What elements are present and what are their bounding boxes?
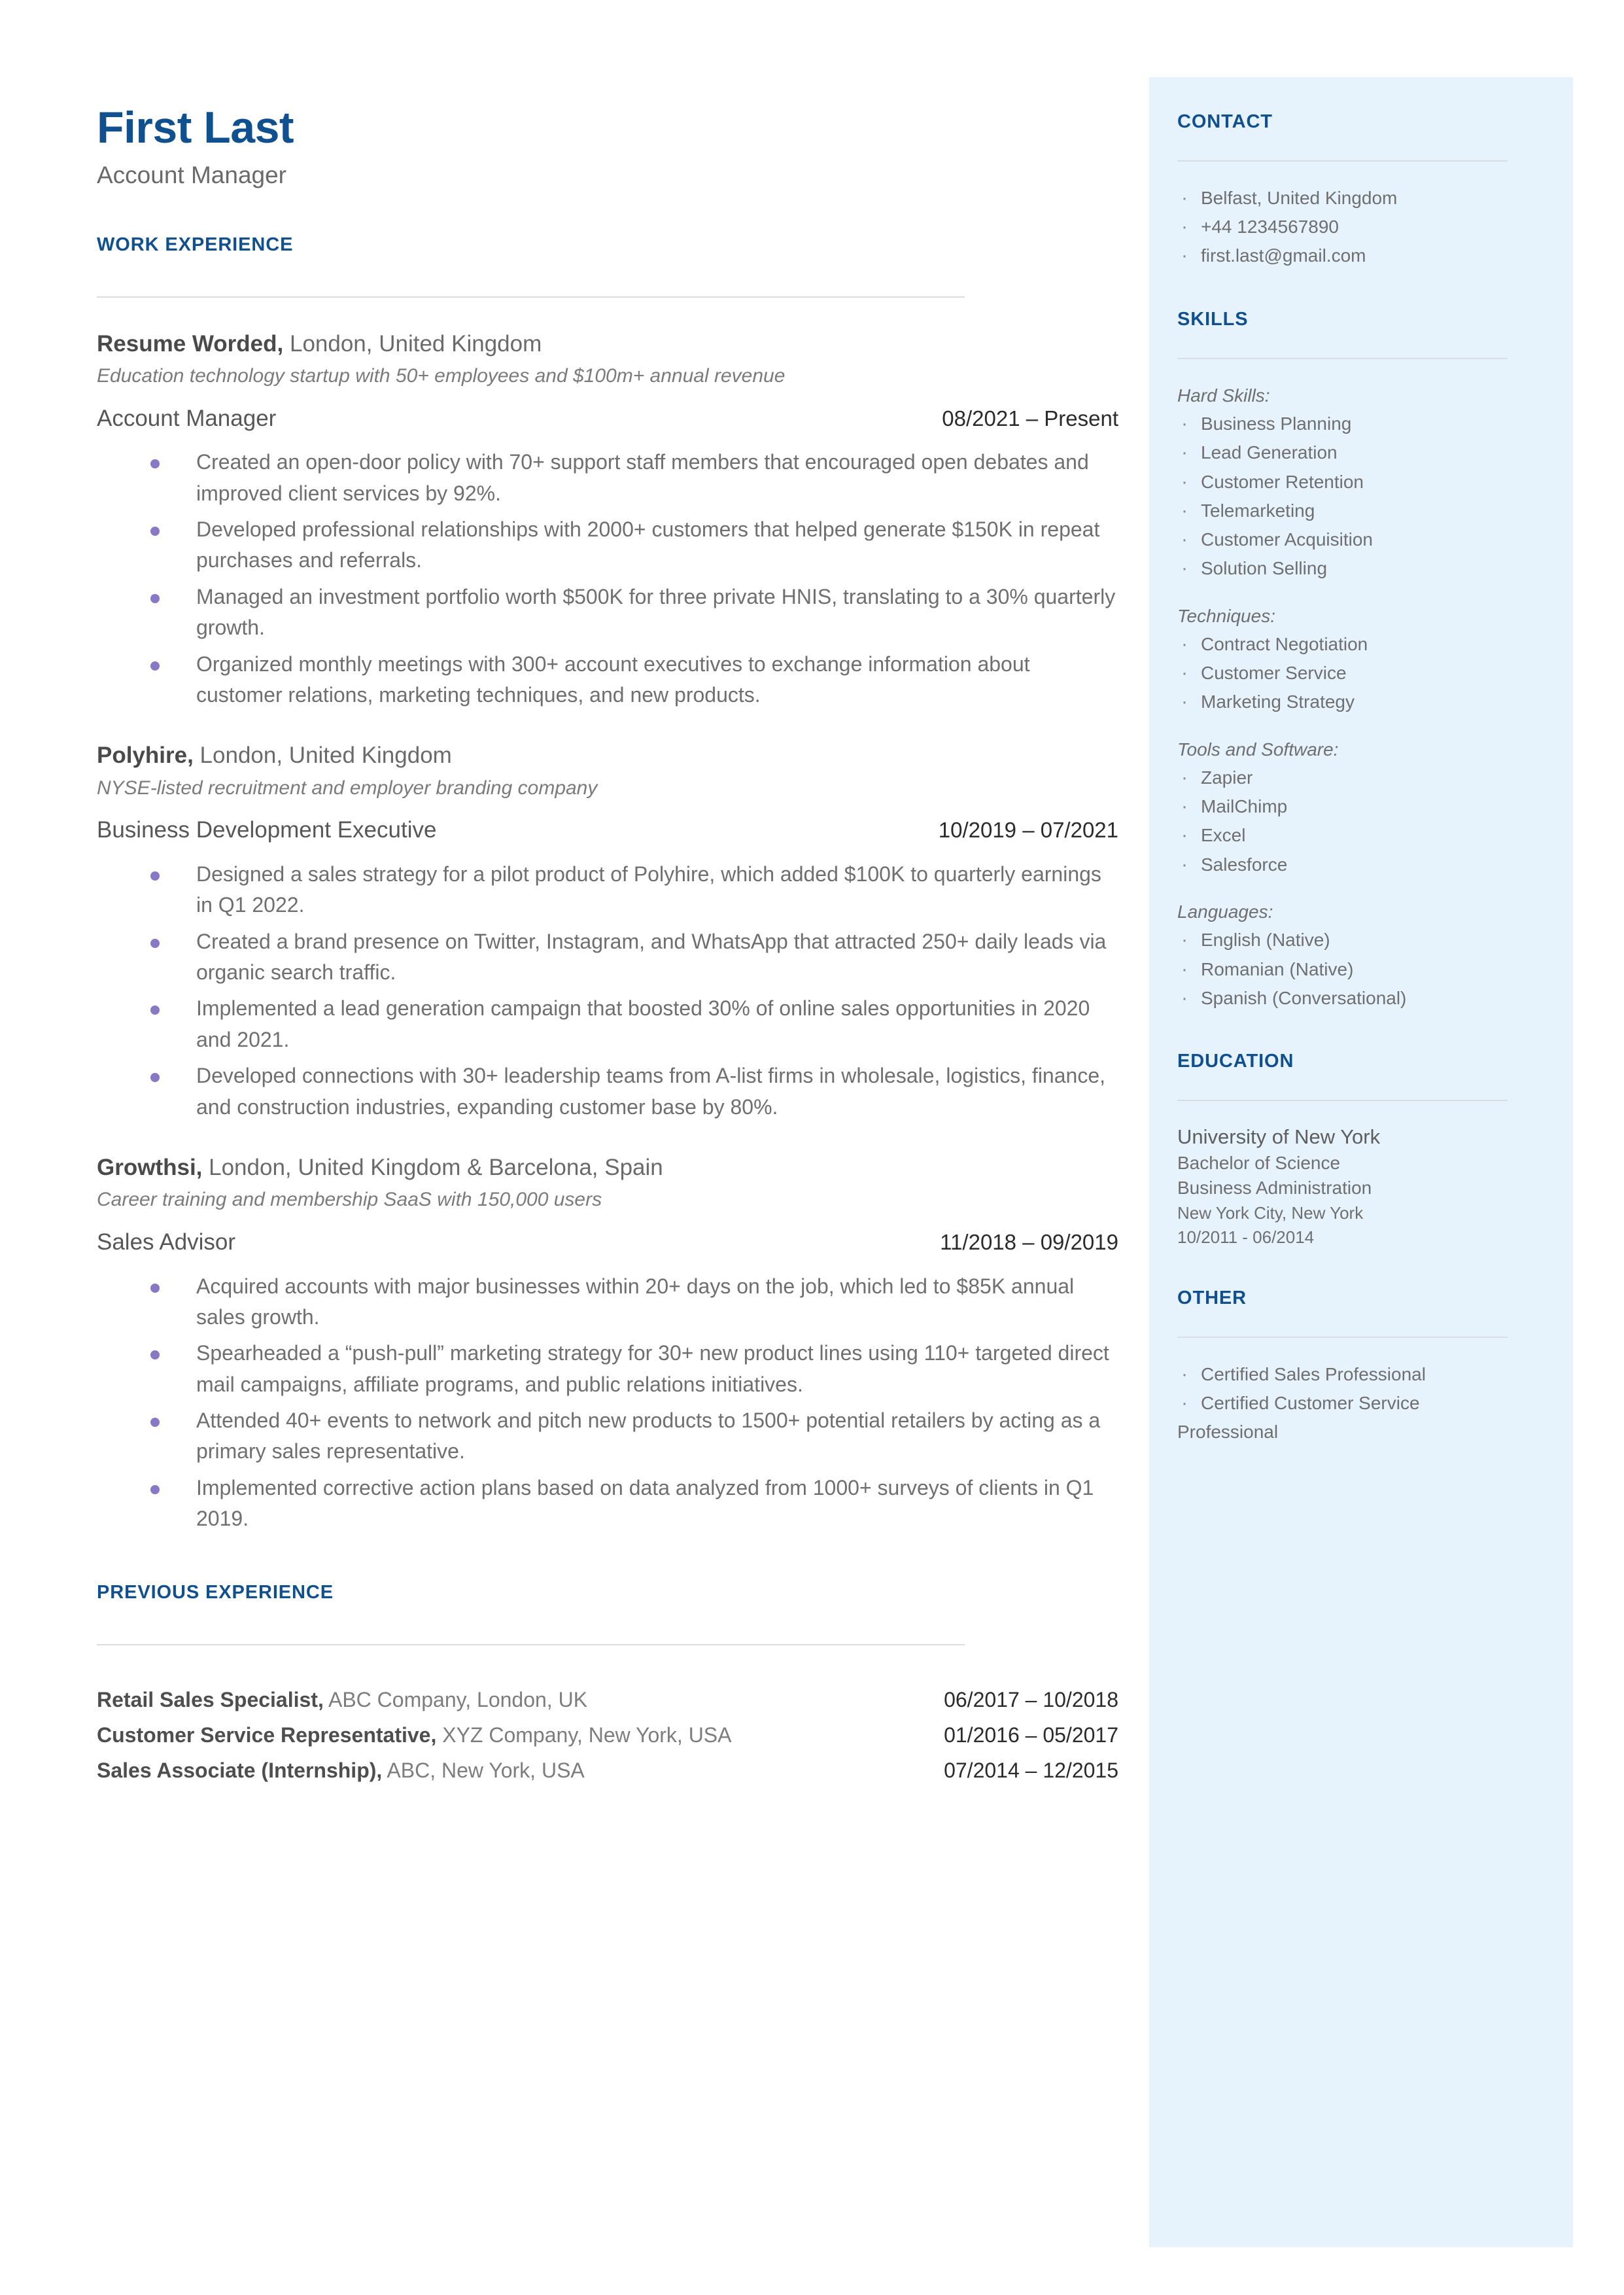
education-school: University of New York [1177, 1125, 1381, 1149]
skill-group [1177, 735, 1550, 879]
previous-experience-title: Customer Service Representative, [97, 1723, 437, 1747]
education-field: Business Administration [1177, 1178, 1372, 1199]
job-bullet: Developed professional relationships with 2000+ customers that helped generate $150K in repeat purchases and referrals. [97, 514, 1120, 576]
company-line [97, 741, 1120, 771]
skill-group [1177, 898, 1550, 1013]
contact-item[interactable]: · first.last@gmail.com [1177, 241, 1550, 270]
contact-block [1177, 184, 1550, 271]
job-bullet: Acquired accounts with major businesses within 20+ days on the job, which led to $85K annual sales growth. [97, 1271, 1120, 1333]
section-heading-contact: CONTACT [1177, 111, 1273, 132]
skill-item: · Customer Retention [1177, 468, 1550, 497]
section-heading-work-experience: WORK EXPERIENCE [97, 234, 294, 255]
skill-list [1177, 630, 1550, 717]
skills-block [1177, 381, 1550, 1013]
other-item-line: Certified Sales Professional [1201, 1363, 1426, 1384]
company-location: London, United Kingdom [193, 743, 452, 769]
skill-item: · Business Planning [1177, 410, 1550, 438]
job-title: Sales Advisor [97, 1229, 236, 1255]
previous-experience-row [97, 1685, 1118, 1715]
previous-experience-row [97, 1755, 1118, 1785]
company-name: Polyhire, [97, 743, 194, 769]
job-bullet-list [97, 447, 1120, 710]
header-role: Account Manager [97, 162, 287, 189]
job-dates: 08/2021 – Present [942, 406, 1118, 430]
section-divider [1177, 358, 1508, 359]
skill-item: · MailChimp [1177, 792, 1550, 821]
work-experience-entry [97, 1153, 1120, 1535]
skill-item: · English (Native) [1177, 926, 1550, 955]
previous-experience-detail: ABC, New York, USA [382, 1759, 585, 1783]
contact-list [1177, 184, 1550, 271]
section-divider [97, 296, 965, 298]
section-divider [1177, 160, 1508, 162]
company-name: Resume Worded, [97, 330, 284, 357]
job-bullet: Managed an investment portfolio worth $500K for three private HNIS, translating to a 30% quarterly growth. [97, 582, 1120, 644]
education-degree: Bachelor of Science [1177, 1152, 1341, 1173]
page-title: First Last [97, 103, 294, 152]
company-description: NYSE-listed recruitment and employer branding company [97, 777, 598, 799]
job-bullet: Created a brand presence on Twitter, Instagram, and WhatsApp that attracted 250+ daily leads via organic search traffic. [97, 926, 1120, 989]
company-line [97, 329, 1120, 359]
previous-experience-text [97, 1720, 731, 1750]
previous-experience-detail: ABC Company, London, UK [323, 1687, 588, 1711]
education-dates: 10/2011 - 06/2014 [1177, 1227, 1315, 1248]
skill-item: · Romanian (Native) [1177, 955, 1550, 984]
previous-experience-text [97, 1685, 587, 1715]
company-description: Career training and membership SaaS with 150,000 users [97, 1189, 602, 1211]
work-experience-list [97, 329, 1120, 1535]
company-name: Growthsi, [97, 1154, 203, 1180]
contact-item[interactable]: · +44 1234567890 [1177, 213, 1550, 241]
job-bullet-list [97, 1271, 1120, 1535]
skill-group [1177, 381, 1550, 584]
education-block [1177, 1123, 1550, 1250]
skill-list [1177, 410, 1550, 583]
section-heading-other: OTHER [1177, 1287, 1247, 1308]
skill-group-label: Tools and Software: [1177, 739, 1339, 760]
section-heading-skills: SKILLS [1177, 308, 1249, 330]
skill-item: · Contract Negotiation [1177, 630, 1550, 659]
skill-item: · Spanish (Conversational) [1177, 984, 1550, 1013]
skill-item: · Telemarketing [1177, 497, 1550, 525]
sidebar-column [1177, 111, 1550, 1447]
company-location: London, United Kingdom & Barcelona, Spain [202, 1154, 663, 1180]
previous-experience-list [97, 1685, 1120, 1786]
job-title-row [97, 1228, 1118, 1257]
company-description: Education technology startup with 50+ employees and $100m+ annual revenue [97, 365, 786, 387]
previous-experience-section [97, 1582, 1120, 1786]
work-experience-entry [97, 329, 1120, 711]
previous-experience-title: Retail Sales Specialist, [97, 1687, 324, 1711]
skill-item: · Excel [1177, 821, 1550, 850]
skill-list [1177, 763, 1550, 879]
previous-experience-title: Sales Associate (Internship), [97, 1759, 383, 1783]
work-experience-entry [97, 741, 1120, 1123]
company-line [97, 1153, 1120, 1183]
job-bullet: Implemented a lead generation campaign that boosted 30% of online sales opportunities in 2020 and 2021. [97, 993, 1120, 1055]
job-bullet-list [97, 859, 1120, 1123]
skill-list [1177, 926, 1550, 1013]
other-list [1177, 1360, 1550, 1447]
skill-item: · Salesforce [1177, 850, 1550, 879]
section-heading-education: EDUCATION [1177, 1051, 1294, 1072]
section-heading-previous-experience: PREVIOUS EXPERIENCE [97, 1581, 334, 1603]
section-divider [97, 1644, 965, 1645]
other-item-line-continued: Professional [1177, 1422, 1279, 1443]
skill-group [1177, 602, 1550, 717]
previous-experience-text [97, 1755, 585, 1785]
job-bullet: Spearheaded a “push-pull” marketing strategy for 30+ new product lines using 110+ targeted direct mail campaigns, affiliate programs, and public relations initiatives. [97, 1338, 1120, 1400]
job-bullet: Created an open-door policy with 70+ support staff members that encouraged open debates and improved client services by 92%. [97, 447, 1120, 509]
skill-item: · Zapier [1177, 763, 1550, 792]
section-divider [1177, 1337, 1508, 1338]
skill-group-label: Hard Skills: [1177, 385, 1270, 406]
other-block [1177, 1360, 1550, 1447]
skill-item: · Solution Selling [1177, 554, 1550, 583]
job-dates: 10/2019 – 07/2021 [938, 818, 1118, 843]
previous-experience-row [97, 1720, 1118, 1750]
job-bullet: Developed connections with 30+ leadership teams from A-list firms in wholesale, logistics, finance, and construction industries, expanding customer base by 80%. [97, 1060, 1120, 1123]
skill-item: · Marketing Strategy [1177, 688, 1550, 716]
other-item-line: Certified Customer Service [1201, 1393, 1420, 1414]
previous-experience-dates: 01/2016 – 05/2017 [944, 1723, 1118, 1747]
skill-item: · Customer Acquisition [1177, 525, 1550, 554]
section-divider [1177, 1100, 1508, 1101]
job-bullet: Attended 40+ events to network and pitch new products to 1500+ potential retailers by acting as a primary sales representative. [97, 1405, 1120, 1467]
company-location: London, United Kingdom [283, 330, 542, 357]
contact-item[interactable]: · Belfast, United Kingdom [1177, 184, 1550, 213]
main-column [97, 105, 1120, 1791]
previous-experience-dates: 07/2014 – 12/2015 [944, 1759, 1118, 1783]
job-title-row [97, 816, 1118, 845]
skill-group-label: Languages: [1177, 901, 1273, 922]
job-bullet: Implemented corrective action plans based on data analyzed from 1000+ surveys of clients in Q1 2019. [97, 1473, 1120, 1535]
skill-item: · Lead Generation [1177, 438, 1550, 467]
education-location: New York City, New York [1177, 1203, 1364, 1223]
job-dates: 11/2018 – 09/2019 [940, 1229, 1118, 1254]
skill-group-label: Techniques: [1177, 605, 1275, 626]
job-title: Account Manager [97, 405, 277, 431]
other-item [1177, 1389, 1550, 1446]
job-bullet: Designed a sales strategy for a pilot product of Polyhire, which added $100K to quarterly earnings in Q1 2022. [97, 859, 1120, 921]
other-item [1177, 1360, 1550, 1389]
previous-experience-detail: XYZ Company, New York, USA [436, 1723, 732, 1747]
job-bullet: Organized monthly meetings with 300+ account executives to exchange information about customer relations, marketing techniques, and new products. [97, 649, 1120, 711]
skill-item: · Customer Service [1177, 659, 1550, 688]
job-title: Business Development Executive [97, 817, 437, 843]
job-title-row [97, 404, 1118, 433]
previous-experience-dates: 06/2017 – 10/2018 [944, 1687, 1118, 1711]
